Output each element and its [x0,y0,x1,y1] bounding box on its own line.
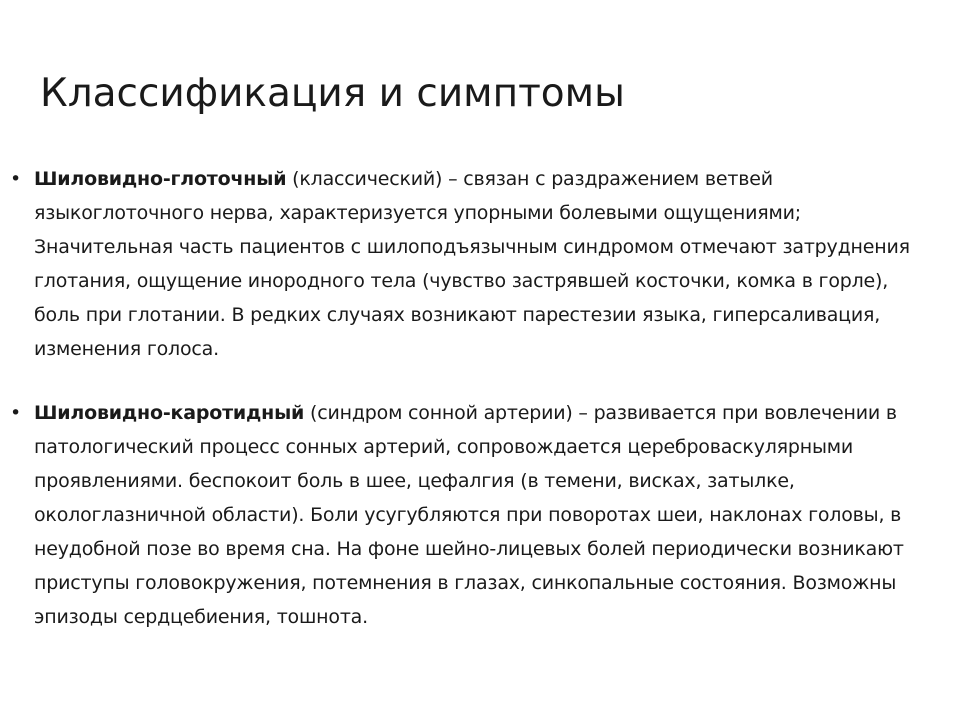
bullet-marker: • [10,402,22,424]
bullet-term: Шиловидно-глоточный [34,168,287,190]
bullet-item-stylocarotid [10,396,930,634]
bullet-marker: • [10,168,22,190]
bullet-term: Шиловидно-каротидный [34,402,305,424]
slide-title: Классификация и симптомы [40,71,625,116]
bullet-text: (классический) – связан с раздражением ветвей языкоглоточного нерва, характеризуется упорными болевыми ощущениями; Значительная часть пациентов с шилоподъязычным синдромом отмечают затруднения глотания, ощущение инородного тела (чувство застрявшей косточки, комка в горле), боль при глотании. В редких случаях возникают парестезии языка, гиперсаливация, изменения голоса. [34,168,910,360]
bullet-text: (синдром сонной артерии) – развивается при вовлечении в патологический процесс сонных артерий, сопровождается цереброваскулярными проявлениями. беспокоит боль в шее, цефалгия (в темени, висках, затылке, окологлазничной области). Боли усугубляются при поворотах шеи, наклонах головы, в неудобной позе во время сна. На фоне шейно-лицевых болей периодически возникают приступы головокружения, потемнения в глазах, синкопальные состояния. Возможны эпизоды сердцебиения, тошнота. [34,402,904,628]
bullet-list [10,162,930,664]
bullet-item-stylopharyngeal [10,162,930,366]
